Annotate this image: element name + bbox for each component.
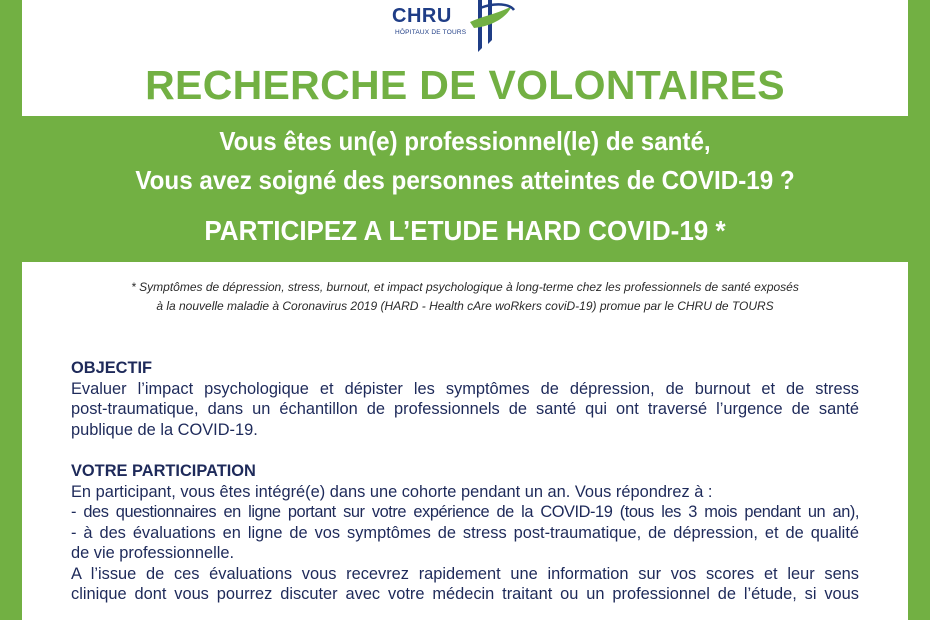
participation-line: de vie professionnelle. — [71, 544, 235, 562]
logo-subtitle: HÔPITAUX DE TOURS — [395, 29, 467, 36]
objectif-line: publique de la COVID-19. — [71, 420, 258, 439]
headline-line-1: Vous êtes un(e) professionnel(le) de santé, — [219, 126, 711, 156]
left-green-border — [0, 0, 22, 620]
headline-line-2: Vous avez soigné des personnes atteintes de COVID-19 ? — [135, 165, 795, 195]
participation-line: - des questionnaires en ligne portant sur votre expérience de la COVID-19 (tous les 3 mois pendant un an), — [71, 503, 859, 521]
page-title: RECHERCHE DE VOLONTAIRES — [145, 62, 785, 108]
objectif-heading: OBJECTIF — [71, 359, 153, 377]
participation-line: A l’issue de ces évaluations vous recevrez rapidement une information sur vos scores et leur sens — [71, 564, 859, 583]
footnote-line-2: à la nouvelle maladie à Coronavirus 2019 (HARD - Health cAre woRkers coviD-19) promue par le CHRU de TOURS — [156, 299, 774, 313]
headline-band — [0, 116, 930, 262]
participation-line: En participant, vous êtes intégré(e) dans une cohorte pendant un an. Vous répondrez à : — [71, 482, 713, 501]
objectif-line: Evaluer l’impact psychologique et dépister les symptômes de dépression, de burnout et de stress — [71, 379, 859, 398]
body-content — [71, 358, 859, 605]
logo-mark-icon — [468, 0, 518, 52]
objectif-line: post-traumatique, dans un échantillon de professionnels de santé qui ont traversé l’urgence de santé — [71, 400, 859, 418]
logo-name: CHRU — [392, 5, 452, 27]
participation-line: - à des évaluations en ligne de vos symptômes de stress post-traumatique, de dépression, et de qualité — [71, 523, 859, 542]
participation-line: clinique dont vous pourrez discuter avec votre médecin traitant ou un professionnel de l’étude, si vous — [71, 585, 859, 603]
footnote-line-1: * Symptômes de dépression, stress, burnout, et impact psychologique à long-terme chez les professionnels de santé exposés — [131, 280, 799, 294]
participation-heading: VOTRE PARTICIPATION — [71, 462, 256, 480]
participation-paragraph — [71, 482, 859, 605]
right-green-border — [908, 0, 930, 620]
headline-call-to-action: PARTICIPEZ A L’ETUDE HARD COVID-19 * — [204, 215, 726, 246]
chru-logo — [392, 0, 532, 52]
objectif-paragraph — [71, 379, 859, 441]
study-footnote — [22, 278, 908, 316]
